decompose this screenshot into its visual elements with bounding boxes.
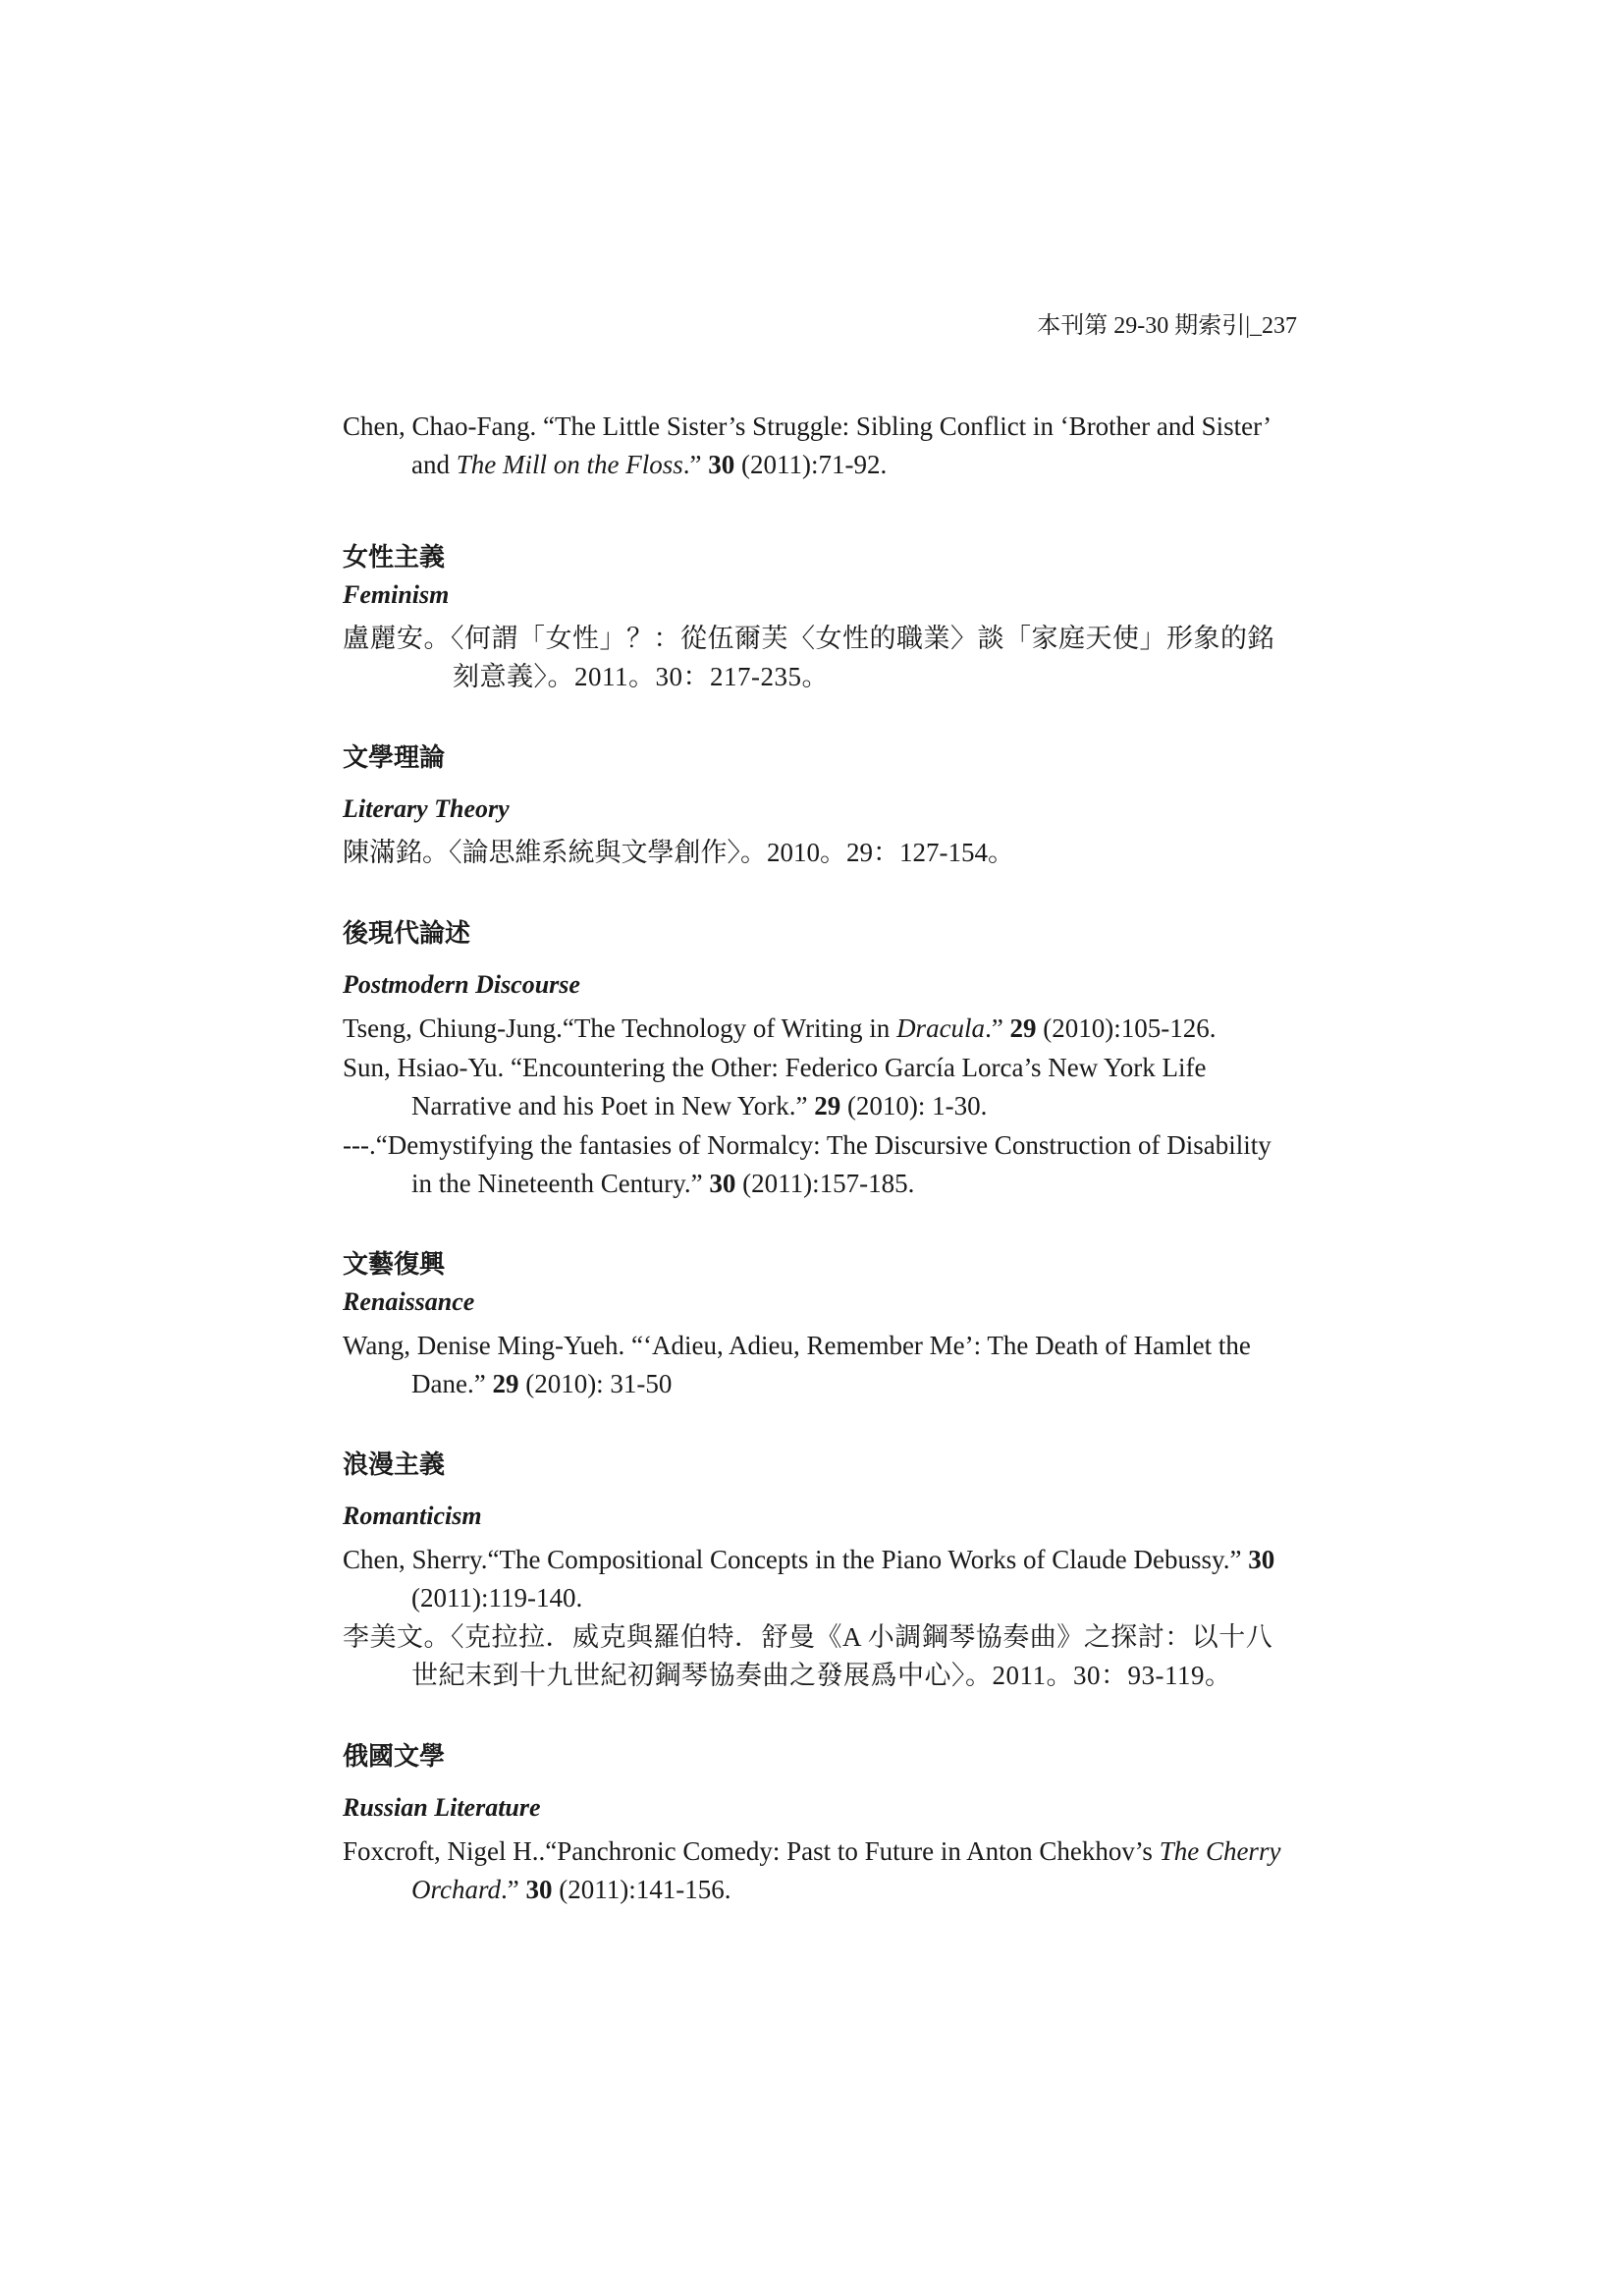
section-heading-zh: 文學理論 — [343, 743, 446, 773]
entry-text: Sun, Hsiao-Yu. “Encountering the Other: Federico García Lorca’s New York Life Narrative and his Poet in New York.” — [343, 1053, 1207, 1121]
entry-text: (2011):141-156. — [552, 1875, 731, 1904]
section-russian-literature — [343, 1738, 1297, 1909]
entry-text: (2010): 31-50 — [518, 1369, 673, 1398]
bibliography-entry: 李美文。〈克拉拉．威克與羅伯特．舒曼《A 小調鋼琴協奏曲》之探討：以十八世紀末到十九世紀初鋼琴協奏曲之發展爲中心〉。2011。30：93-119。 — [343, 1622, 1273, 1690]
work-title: The Mill on the Floss — [456, 450, 683, 479]
work-title: Dracula — [896, 1013, 986, 1043]
bibliography-entry — [343, 1126, 1297, 1203]
bibliography-entry — [343, 1541, 1297, 1617]
section-heading-en: Postmodern Discourse — [343, 970, 580, 999]
section-heading-zh: 俄國文學 — [343, 1742, 446, 1772]
bibliography-entry — [343, 408, 1297, 484]
entry-text: .” — [985, 1013, 1010, 1043]
bibliography-entry — [343, 1010, 1297, 1048]
entry-text: .” — [501, 1875, 526, 1904]
bibliography-entry — [343, 1049, 1297, 1125]
entry-text: (2010):105-126. — [1036, 1013, 1217, 1043]
volume-number: 29 — [814, 1091, 841, 1121]
bibliography-entry — [343, 1832, 1297, 1909]
entry-text: Chen, Sherry.“The Compositional Concepts in the Piano Works of Claude Debussy.” — [343, 1545, 1249, 1574]
bibliography-entry: 盧麗安。〈何謂「女性」？：從伍爾芙〈女性的職業〉談「家庭天使」形象的銘刻意義〉。2011。30：217-235。 — [343, 624, 1274, 691]
work-title: The Cherry Orchard — [411, 1836, 1281, 1904]
section-literary-theory — [343, 739, 1297, 872]
entry-text: Wang, Denise Ming-Yueh. “‘Adieu, Adieu, Remember Me’: The Death of Hamlet the Dane.” — [343, 1331, 1251, 1398]
index-content — [343, 408, 1297, 1910]
bibliography-entry: 陳滿銘。〈論思維系統與文學創作〉。2010。29：127-154。 — [343, 838, 1014, 867]
volume-number: 29 — [492, 1369, 519, 1398]
entry-text: (2010): 1-30. — [840, 1091, 988, 1121]
volume-number: 30 — [709, 1169, 736, 1198]
entry-text: .” — [682, 450, 709, 479]
section-heading-en: Russian Literature — [343, 1793, 541, 1822]
entry-text: Tseng, Chiung-Jung.“The Technology of Writing in — [343, 1013, 897, 1043]
volume-number: 30 — [1248, 1545, 1275, 1574]
entry-text: Chen, Chao-Fang. “The Little Sister’s Struggle: Sibling Conflict in ‘Brother and Sister’ and — [343, 411, 1271, 479]
bibliography-entry — [343, 1327, 1297, 1403]
entry-text: (2011):157-185. — [735, 1169, 915, 1198]
section-heading-en: Literary Theory — [343, 794, 510, 823]
volume-number: 30 — [525, 1875, 553, 1904]
volume-number: 30 — [708, 450, 735, 479]
section-heading-en: Feminism — [343, 580, 450, 609]
volume-number: 29 — [1009, 1013, 1037, 1043]
section-feminism — [343, 539, 1297, 696]
section-romanticism — [343, 1447, 1297, 1695]
section-heading-en: Romanticism — [343, 1502, 482, 1530]
section-renaissance — [343, 1246, 1297, 1403]
entry-text: (2011):71-92. — [734, 450, 888, 479]
section-heading-zh: 女性主義 — [343, 543, 446, 573]
entry-text: ---.“Demystifying the fantasies of Normalcy: The Discursive Construction of Disability in the Nineteenth Century.” — [343, 1130, 1271, 1198]
entry-text: (2011):119-140. — [411, 1583, 583, 1613]
section-heading-zh: 後現代論述 — [343, 919, 471, 949]
entry-text: Foxcroft, Nigel H..“Panchronic Comedy: Past to Future in Anton Chekhov’s — [343, 1836, 1160, 1866]
running-header: 本刊第 29-30 期索引|_237 — [1037, 313, 1297, 339]
section-heading-zh: 文藝復興 — [343, 1250, 446, 1280]
section-postmodern-discourse — [343, 915, 1297, 1203]
section-heading-en: Renaissance — [343, 1287, 475, 1316]
section-heading-zh: 浪漫主義 — [343, 1450, 446, 1480]
